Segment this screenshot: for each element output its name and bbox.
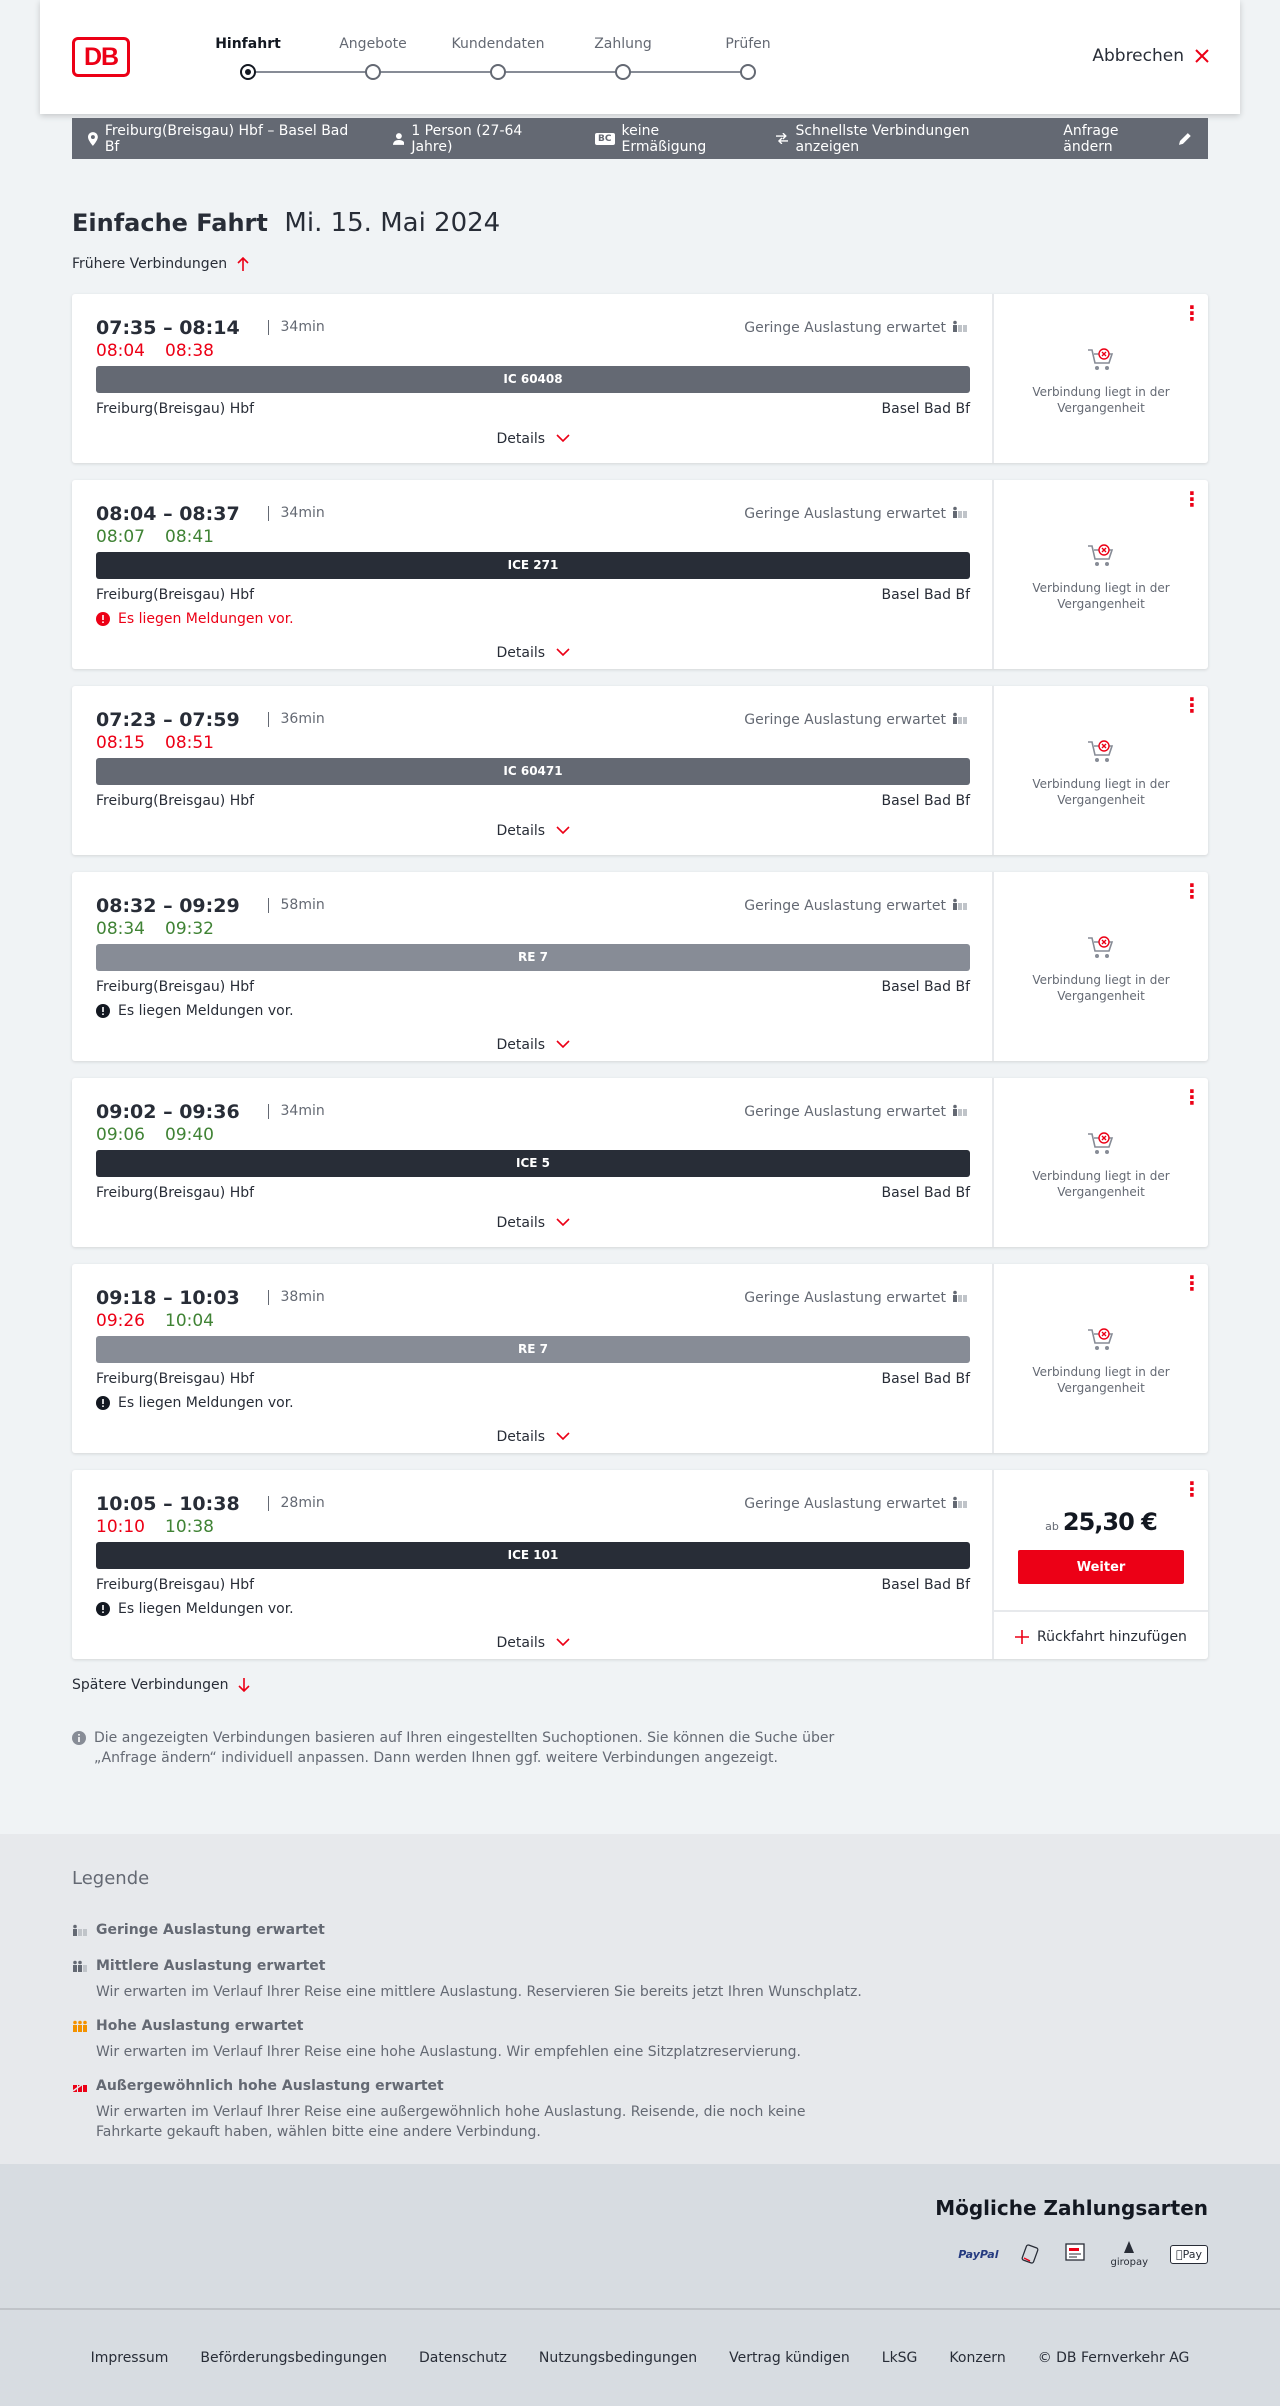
occupancy-info <box>744 1104 968 1120</box>
planned-times: 09:18 – 10:03 <box>96 1287 240 1309</box>
step-label: Angebote <box>339 36 407 52</box>
step-dot <box>490 64 506 80</box>
occupancy-very-high-icon <box>72 2080 88 2092</box>
details-label: Details <box>496 1635 546 1651</box>
step-label: Prüfen <box>725 36 771 52</box>
legend-item-text: Wir erwarten im Verlauf Ihrer Reise eine hohe Auslastung. Wir empfehlen eine Sitzplatzreservierung. <box>96 2044 801 2060</box>
details-toggle[interactable] <box>72 431 994 447</box>
pencil-icon <box>1178 132 1192 146</box>
realtime-arrival: 08:41 <box>165 527 214 547</box>
edit-request-button[interactable] <box>1063 123 1192 155</box>
alert-icon <box>96 1004 110 1018</box>
occupancy-text: Geringe Auslastung erwartet <box>744 320 946 336</box>
credit-card-icon <box>1020 2242 1042 2267</box>
details-toggle[interactable] <box>72 823 994 839</box>
later-connections-link[interactable] <box>72 1677 250 1693</box>
price-value: 25,30 € <box>1062 1508 1157 1536</box>
occupancy-low-icon <box>952 898 968 914</box>
past-connection-notice: Verbindung liegt in der Vergangenheit <box>1032 973 1170 1003</box>
footer-link-befoerderung[interactable]: Beförderungsbedingungen <box>200 2350 387 2366</box>
connection-main <box>72 1264 994 1453</box>
price-prefix: ab <box>1045 1520 1059 1533</box>
past-connection-notice: Verbindung liegt in der Vergangenheit <box>1032 581 1170 611</box>
past-connection-notice: Verbindung liegt in der Vergangenheit <box>1032 385 1170 415</box>
realtime-arrival: 10:04 <box>165 1311 214 1331</box>
occupancy-low-icon <box>952 1290 968 1306</box>
realtime-times <box>96 919 234 939</box>
legend-item-title: Außergewöhnlich hohe Auslastung erwartet <box>96 2078 444 2094</box>
departure-station: Freiburg(Breisgau) Hbf <box>96 793 255 809</box>
realtime-departure: 09:06 <box>96 1125 145 1145</box>
planned-times: 08:32 – 09:29 <box>96 895 240 917</box>
step-dot <box>615 64 631 80</box>
more-options-icon[interactable]: ⋮ <box>1182 1271 1202 1295</box>
swap-arrows-icon <box>776 133 789 144</box>
notice-text: Es liegen Meldungen vor. <box>118 1003 294 1019</box>
connection-card[interactable] <box>72 1264 1208 1453</box>
train-segment-bar[interactable]: ICE 271 <box>96 552 970 579</box>
duration: 28min <box>268 1496 325 1511</box>
later-label: Spätere Verbindungen <box>72 1677 229 1693</box>
footer <box>0 2310 1280 2406</box>
notice-text: Es liegen Meldungen vor. <box>118 1601 294 1617</box>
station-row <box>96 587 970 603</box>
connection-card[interactable] <box>72 480 1208 669</box>
connection-main <box>72 480 994 669</box>
station-row <box>96 1371 970 1387</box>
trip-date: Mi. 15. Mai 2024 <box>284 208 501 238</box>
cart-unavailable-icon <box>1086 934 1116 962</box>
bahncard-icon: BC <box>595 133 614 145</box>
realtime-times <box>96 527 234 547</box>
occupancy-medium-icon <box>72 1960 88 1972</box>
search-info-note <box>72 1728 852 1768</box>
departure-station: Freiburg(Breisgau) Hbf <box>96 401 255 417</box>
close-icon <box>1194 48 1210 64</box>
realtime-departure: 08:04 <box>96 341 145 361</box>
apple-pay-label: Pay <box>1182 2247 1202 2261</box>
occupancy-text: Geringe Auslastung erwartet <box>744 1496 946 1512</box>
departure-station: Freiburg(Breisgau) Hbf <box>96 1185 255 1201</box>
passenger-text: 1 Person (27-64 Jahre) <box>411 122 523 155</box>
passenger-summary <box>393 123 565 155</box>
occupancy-info <box>744 1290 968 1306</box>
occupancy-info <box>744 1496 968 1512</box>
occupancy-text: Geringe Auslastung erwartet <box>744 506 946 522</box>
legend-item-title: Geringe Auslastung erwartet <box>96 1922 325 1938</box>
location-pin-icon <box>88 132 98 146</box>
details-toggle[interactable] <box>72 1429 994 1445</box>
legend-item-title: Hohe Auslastung erwartet <box>96 2018 304 2034</box>
arrival-station: Basel Bad Bf <box>881 1371 970 1387</box>
occupancy-low-icon <box>952 1104 968 1120</box>
station-row <box>96 1185 970 1201</box>
occupancy-low-icon <box>952 320 968 336</box>
occupancy-low-icon <box>952 506 968 522</box>
notice-message <box>96 611 294 627</box>
cancel-button[interactable] <box>1092 46 1210 66</box>
info-icon <box>72 1731 86 1745</box>
cart-unavailable-icon <box>1086 1130 1116 1158</box>
more-options-icon[interactable]: ⋮ <box>1182 879 1202 903</box>
planned-times: 07:23 – 07:59 <box>96 709 240 731</box>
legend-item-title: Mittlere Auslastung erwartet <box>96 1958 326 1974</box>
realtime-arrival: 09:32 <box>165 919 214 939</box>
cart-unavailable-icon <box>1086 738 1116 766</box>
legend-section <box>0 1834 1280 2164</box>
realtime-departure: 08:34 <box>96 919 145 939</box>
planned-times: 09:02 – 09:36 <box>96 1101 240 1123</box>
connection-main <box>72 686 994 855</box>
realtime-arrival: 09:40 <box>165 1125 214 1145</box>
arrival-station: Basel Bad Bf <box>881 979 970 995</box>
search-summary-bar <box>72 118 1208 159</box>
notice-text: Es liegen Meldungen vor. <box>118 611 294 627</box>
planned-times: 10:05 – 10:38 <box>96 1493 240 1515</box>
chevron-down-icon <box>556 1218 570 1227</box>
footer-link-impressum[interactable]: Impressum <box>90 2350 169 2366</box>
arrival-station: Basel Bad Bf <box>881 1185 970 1201</box>
departure-station: Freiburg(Breisgau) Hbf <box>96 979 255 995</box>
price-label <box>994 1508 1208 1536</box>
realtime-arrival: 08:38 <box>165 341 214 361</box>
connection-main <box>72 872 994 1061</box>
progress-stepper <box>210 0 770 114</box>
occupancy-info <box>744 506 968 522</box>
legend-item-very-high <box>72 2078 872 2142</box>
occupancy-info <box>744 320 968 336</box>
occupancy-text: Geringe Auslastung erwartet <box>744 1104 946 1120</box>
occupancy-low-icon <box>952 1496 968 1512</box>
offer-panel <box>994 480 1208 669</box>
footer-link-lksg[interactable]: LkSG <box>881 2350 918 2366</box>
info-text: Die angezeigten Verbindungen basieren auf Ihren eingestellten Suchoptionen. Sie können die Suche über „Anfrage ändern“ individuell anpassen. Dann werden Ihnen ggf. weitere Verbindungen angezeigt. <box>94 1730 835 1766</box>
occupancy-text: Geringe Auslastung erwartet <box>744 1290 946 1306</box>
connection-card[interactable] <box>72 1470 1208 1659</box>
connection-card[interactable] <box>72 1078 1208 1247</box>
realtime-arrival: 10:38 <box>165 1517 214 1537</box>
realtime-departure: 08:07 <box>96 527 145 547</box>
arrival-station: Basel Bad Bf <box>881 587 970 603</box>
plus-icon <box>1015 1630 1029 1644</box>
chevron-down-icon <box>556 1040 570 1049</box>
option-summary <box>776 123 1034 155</box>
connection-card[interactable] <box>72 294 1208 463</box>
trip-type: Einfache Fahrt <box>72 209 268 237</box>
add-return-trip-label: Rückfahrt hinzufügen <box>1037 1628 1187 1645</box>
past-connection-notice: Verbindung liegt in der Vergangenheit <box>1032 1169 1170 1199</box>
person-icon <box>393 133 405 145</box>
planned-times: 07:35 – 08:14 <box>96 317 240 339</box>
route-text: Freiburg(Breisgau) Hbf – Basel Bad Bf <box>104 122 349 155</box>
step-kundendaten <box>438 0 558 52</box>
occupancy-info <box>744 712 968 728</box>
chevron-down-icon <box>556 826 570 835</box>
chevron-down-icon <box>556 1638 570 1647</box>
arrival-station: Basel Bad Bf <box>881 401 970 417</box>
duration: 36min <box>268 712 325 727</box>
footer-link-nutzung[interactable]: Nutzungsbedingungen <box>538 2350 698 2366</box>
train-segment-bar[interactable]: RE 7 <box>96 944 970 971</box>
past-connection-notice: Verbindung liegt in der Vergangenheit <box>1032 1365 1170 1395</box>
legend-item-high <box>72 2018 872 2062</box>
more-options-icon[interactable]: ⋮ <box>1182 1477 1202 1501</box>
top-navigation <box>40 0 1240 114</box>
connection-main <box>72 294 994 463</box>
details-label: Details <box>496 1429 546 1445</box>
realtime-times <box>96 733 234 753</box>
db-logo[interactable]: DB <box>72 37 130 77</box>
train-segment-bar[interactable]: IC 60471 <box>96 758 970 785</box>
station-row <box>96 401 970 417</box>
details-label: Details <box>496 645 546 661</box>
realtime-arrival: 08:51 <box>165 733 214 753</box>
paypal-label: PayPal <box>958 2247 999 2261</box>
realtime-departure: 08:15 <box>96 733 145 753</box>
occupancy-low-icon <box>72 1924 88 1936</box>
train-segment-bar[interactable]: IC 60408 <box>96 366 970 393</box>
step-label: Kundendaten <box>451 36 545 52</box>
legend-item-low <box>72 1922 872 1938</box>
connection-main <box>72 1078 994 1247</box>
duration: 34min <box>268 320 325 335</box>
station-row <box>96 793 970 809</box>
details-label: Details <box>496 431 546 447</box>
step-dot <box>365 64 381 80</box>
departure-station: Freiburg(Breisgau) Hbf <box>96 587 255 603</box>
offer-panel <box>994 872 1208 1061</box>
realtime-times <box>96 1125 234 1145</box>
step-label: Zahlung <box>594 36 652 52</box>
details-toggle[interactable] <box>72 1215 994 1231</box>
legend-title: Legende <box>72 1868 150 1889</box>
details-label: Details <box>496 1037 546 1053</box>
connection-card[interactable] <box>72 872 1208 1061</box>
notice-message <box>96 1601 294 1617</box>
legend-item-text: Wir erwarten im Verlauf Ihrer Reise eine mittlere Auslastung. Reservieren Sie bereits jetzt Ihren Wunschplatz. <box>96 1984 862 2000</box>
train-segment-bar[interactable]: ICE 101 <box>96 1542 970 1569</box>
footer-link-konzern[interactable]: Konzern <box>949 2350 1006 2366</box>
arrival-station: Basel Bad Bf <box>881 793 970 809</box>
route-summary <box>88 123 363 155</box>
cart-unavailable-icon <box>1086 346 1116 374</box>
more-options-icon[interactable]: ⋮ <box>1182 487 1202 511</box>
payment-methods-list <box>958 2240 1208 2268</box>
more-options-icon[interactable]: ⋮ <box>1182 1085 1202 1109</box>
details-label: Details <box>496 823 546 839</box>
duration: 38min <box>268 1290 325 1305</box>
more-options-icon[interactable]: ⋮ <box>1182 301 1202 325</box>
duration: 34min <box>268 506 325 521</box>
option-text: Schnellste Verbindungen anzeigen <box>795 122 970 155</box>
apple-pay-icon <box>1170 2245 1208 2264</box>
legend-item-text: Wir erwarten im Verlauf Ihrer Reise eine außergewöhnlich hohe Auslastung. Reisende, die noch keine Fahrkarte gekauft haben, wählen bitte eine andere Verbindung. <box>96 2104 806 2140</box>
details-toggle[interactable] <box>72 1037 994 1053</box>
arrow-down-icon <box>238 1678 250 1692</box>
arrival-station: Basel Bad Bf <box>881 1577 970 1593</box>
notice-message <box>96 1395 294 1411</box>
offer-panel <box>994 1470 1208 1659</box>
chevron-down-icon <box>556 434 570 443</box>
occupancy-text: Geringe Auslastung erwartet <box>744 712 946 728</box>
notice-text: Es liegen Meldungen vor. <box>118 1395 294 1411</box>
occupancy-low-icon <box>952 712 968 728</box>
chevron-down-icon <box>556 1432 570 1441</box>
train-segment-bar[interactable]: RE 7 <box>96 1336 970 1363</box>
step-dot <box>240 64 256 80</box>
station-row <box>96 979 970 995</box>
giropay-label: giropay <box>1110 2257 1148 2268</box>
cart-unavailable-icon <box>1086 542 1116 570</box>
footer-link-datenschutz[interactable]: Datenschutz <box>418 2350 507 2366</box>
step-label: Hinfahrt <box>215 36 281 52</box>
offer-panel <box>994 294 1208 463</box>
realtime-departure: 10:10 <box>96 1517 145 1537</box>
planned-times: 08:04 – 08:37 <box>96 503 240 525</box>
footer-link-kuendigen[interactable]: Vertrag kündigen <box>729 2350 850 2366</box>
realtime-times <box>96 341 234 361</box>
payment-methods-title: Mögliche Zahlungsarten <box>935 2196 1208 2220</box>
details-label: Details <box>496 1215 546 1231</box>
edit-request-label: Anfrage ändern <box>1063 122 1119 155</box>
train-segment-bar[interactable]: ICE 5 <box>96 1150 970 1177</box>
realtime-times <box>96 1311 234 1331</box>
footer-copyright: © DB Fernverkehr AG <box>1037 2350 1190 2366</box>
occupancy-info <box>744 898 968 914</box>
alert-icon <box>96 612 110 626</box>
discount-text: keine Ermäßigung <box>621 122 707 155</box>
step-hinfahrt <box>188 0 308 52</box>
add-return-trip-button[interactable] <box>994 1610 1208 1661</box>
page-title <box>72 208 500 238</box>
earlier-label: Frühere Verbindungen <box>72 256 228 272</box>
offer-panel <box>994 1078 1208 1247</box>
details-toggle[interactable] <box>72 645 994 661</box>
departure-station: Freiburg(Breisgau) Hbf <box>96 1577 255 1593</box>
legend-item-medium <box>72 1958 872 2002</box>
discount-summary <box>595 123 746 155</box>
step-dot <box>740 64 756 80</box>
payment-methods-section <box>0 2164 1280 2310</box>
more-options-icon[interactable]: ⋮ <box>1182 693 1202 717</box>
occupancy-text: Geringe Auslastung erwartet <box>744 898 946 914</box>
offer-panel <box>994 1264 1208 1453</box>
cancel-label: Abbrechen <box>1092 46 1184 66</box>
duration: 34min <box>268 1104 325 1119</box>
alert-icon <box>96 1602 110 1616</box>
giropay-icon <box>1110 2240 1148 2268</box>
step-angebote <box>313 0 433 52</box>
offer-panel <box>994 686 1208 855</box>
realtime-departure: 09:26 <box>96 1311 145 1331</box>
connection-card[interactable] <box>72 686 1208 855</box>
continue-button[interactable]: Weiter <box>1018 1550 1184 1584</box>
paypal-icon <box>958 2248 998 2261</box>
occupancy-high-icon <box>72 2020 88 2032</box>
duration: 58min <box>268 898 325 913</box>
step-pruefen <box>688 0 808 52</box>
arrow-up-icon <box>237 257 249 271</box>
alert-icon <box>96 1396 110 1410</box>
realtime-times <box>96 1517 234 1537</box>
past-connection-notice: Verbindung liegt in der Vergangenheit <box>1032 777 1170 807</box>
station-row <box>96 1577 970 1593</box>
chevron-down-icon <box>556 648 570 657</box>
notice-message <box>96 1003 294 1019</box>
connection-main <box>72 1470 994 1659</box>
details-toggle[interactable] <box>72 1635 994 1651</box>
earlier-connections-link[interactable] <box>72 256 249 272</box>
departure-station: Freiburg(Breisgau) Hbf <box>96 1371 255 1387</box>
step-zahlung <box>563 0 683 52</box>
sepa-icon <box>1064 2242 1088 2267</box>
cart-unavailable-icon <box>1086 1326 1116 1354</box>
